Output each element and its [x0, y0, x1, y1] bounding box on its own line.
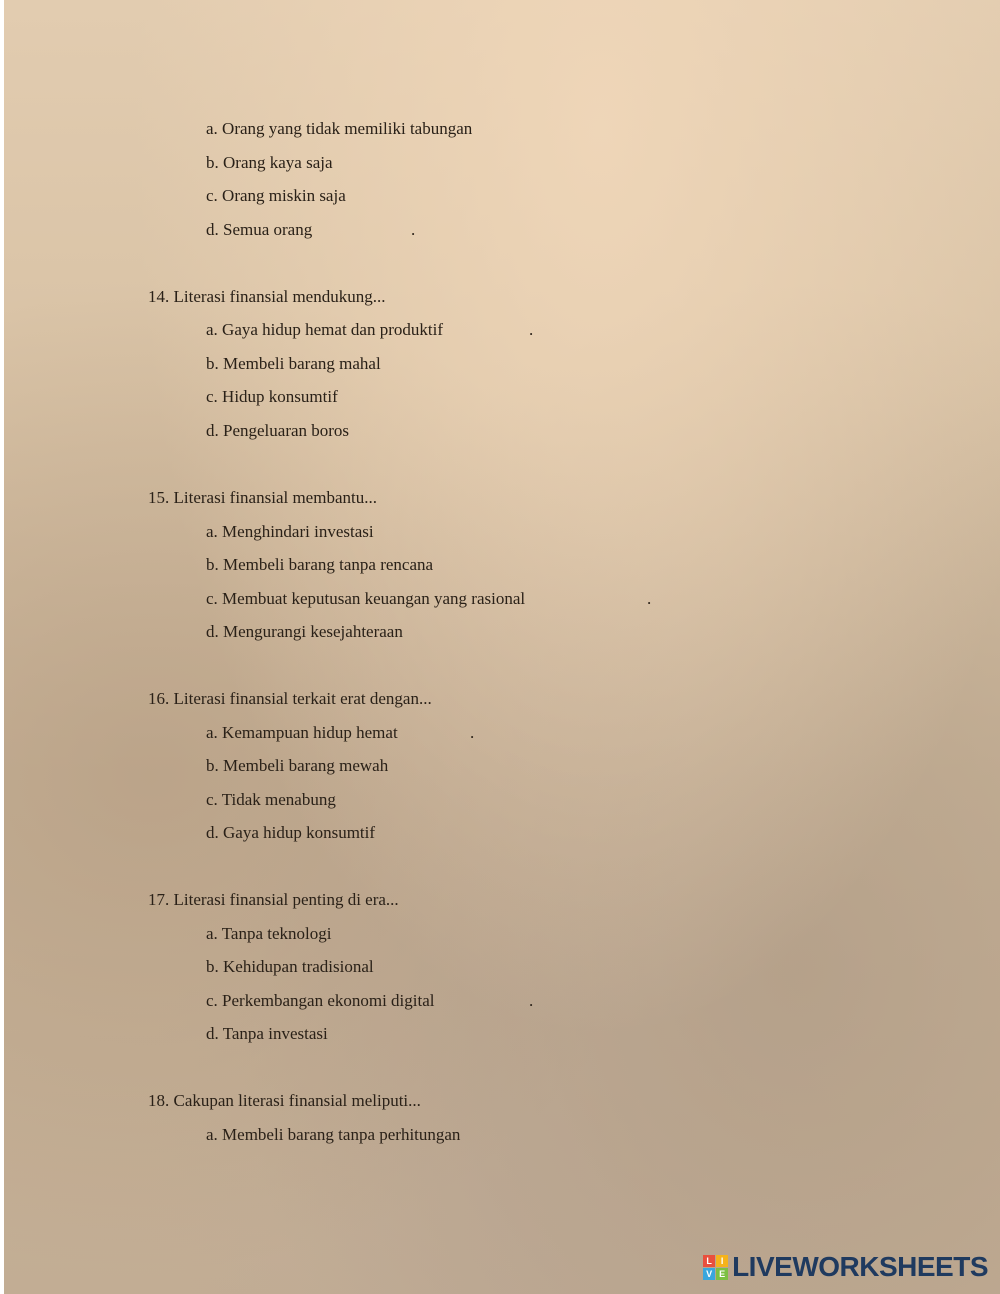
- q15-answer-marker: .: [647, 589, 652, 608]
- q15-option-d[interactable]: d. Mengurangi kesejahteraan: [206, 622, 403, 641]
- q17-option-d[interactable]: d. Tanpa investasi: [206, 1024, 328, 1043]
- q17-option-c[interactable]: c. Perkembangan ekonomi digital: [206, 991, 435, 1010]
- q15-option-c[interactable]: c. Membuat keputusan keuangan yang rasional: [206, 589, 526, 608]
- q15-option-b[interactable]: b. Membeli barang tanpa rencana: [206, 555, 434, 574]
- logo-grid-cell: I: [716, 1255, 728, 1267]
- q18-question: 18. Cakupan literasi finansial meliputi...: [148, 1091, 421, 1110]
- q14-option-b[interactable]: b. Membeli barang mahal: [206, 354, 381, 373]
- liveworksheets-logo[interactable]: [703, 1252, 988, 1282]
- q14-option-a[interactable]: a. Gaya hidup hemat dan produktif: [206, 320, 443, 339]
- q14-option-d[interactable]: d. Pengeluaran boros: [206, 421, 350, 440]
- q16-option-b[interactable]: b. Membeli barang mewah: [206, 756, 389, 775]
- logo-grid-cell: L: [703, 1255, 715, 1267]
- q16-question: 16. Literasi finansial terkait erat dengan...: [148, 689, 432, 708]
- q18-option-a[interactable]: a. Membeli barang tanpa perhitungan: [206, 1125, 461, 1144]
- q13-option-d[interactable]: d. Semua orang: [206, 220, 313, 239]
- q16-option-d[interactable]: d. Gaya hidup konsumtif: [206, 823, 376, 842]
- logo-grid-cell: V: [703, 1268, 715, 1280]
- q17-option-a[interactable]: a. Tanpa teknologi: [206, 924, 332, 943]
- q16-option-a[interactable]: a. Kemampuan hidup hemat: [206, 723, 398, 742]
- q13-answer-marker: .: [411, 220, 416, 239]
- q14-option-c[interactable]: c. Hidup konsumtif: [206, 387, 338, 406]
- q15-option-a[interactable]: a. Menghindari investasi: [206, 522, 374, 541]
- logo-grid-icon: [703, 1255, 728, 1280]
- logo-grid-cell: E: [716, 1268, 728, 1280]
- q16-answer-marker: .: [470, 723, 475, 742]
- q17-answer-marker: .: [529, 991, 534, 1010]
- q14-answer-marker: .: [529, 320, 534, 339]
- q13-option-b[interactable]: b. Orang kaya saja: [206, 153, 333, 172]
- q13-option-a[interactable]: a. Orang yang tidak memiliki tabungan: [206, 119, 473, 138]
- q17-option-b[interactable]: b. Kehidupan tradisional: [206, 957, 374, 976]
- q17-question: 17. Literasi finansial penting di era...: [148, 890, 399, 909]
- logo-text: LIVEWORKSHEETS: [732, 1251, 988, 1282]
- q14-question: 14. Literasi finansial mendukung...: [148, 287, 386, 306]
- q15-question: 15. Literasi finansial membantu...: [148, 488, 377, 507]
- q13-option-c[interactable]: c. Orang miskin saja: [206, 186, 346, 205]
- q16-option-c[interactable]: c. Tidak menabung: [206, 790, 336, 809]
